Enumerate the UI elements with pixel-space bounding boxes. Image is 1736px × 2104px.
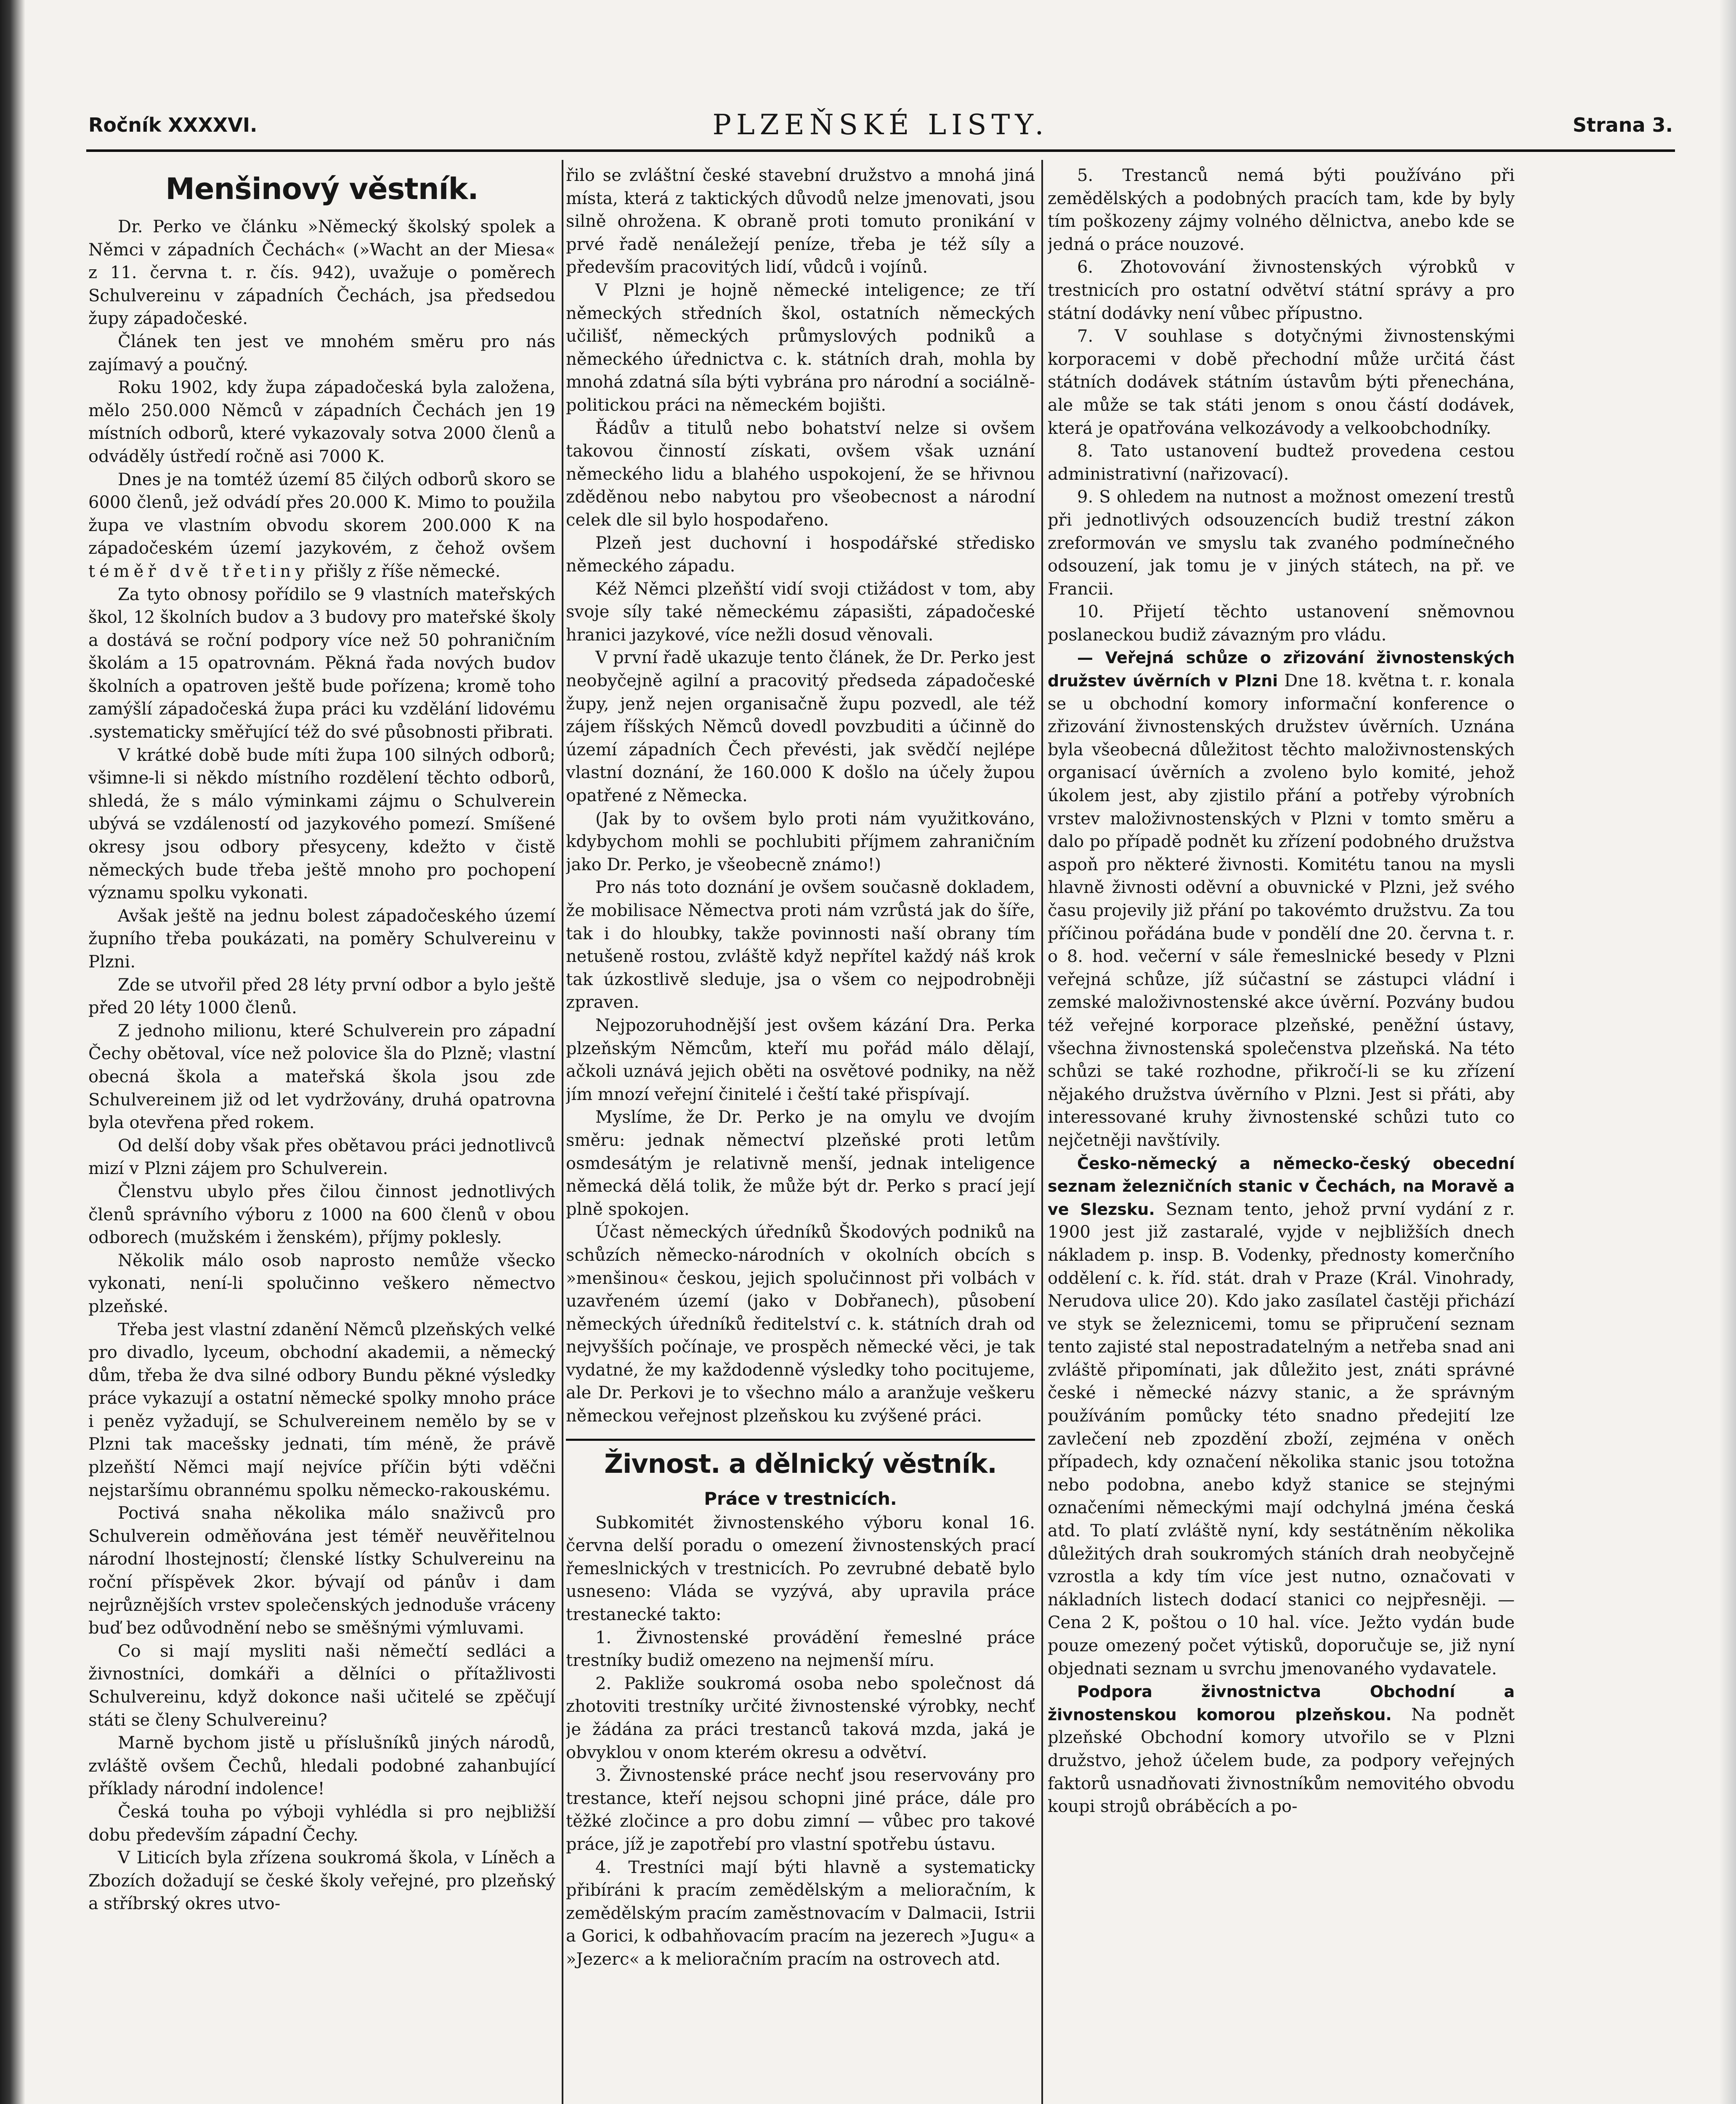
column-1 — [88, 164, 555, 2104]
page-edge-light — [1719, 0, 1736, 2104]
news-text: Na podnět plzeňské Obchodní komory utvořilo se v Plzni družstvo, jehož účelem bude, za podpory veřejných faktorů usnadňovati živnostníkům nemovitého obvodu koupi strojů obráběcích a po- — [1048, 1705, 1515, 1817]
article-paragraph: Poctivá snaha několika málo snaživců pro Schulverein odměňována jest téměř neuvěřitelnou národní lhostejností; členské lístky Schulvereinu na roční příspěvek 2kor. bývají od pánův i dam nejrůznějších vrstev společenských jednoduše vráceny buď bez odůvodnění nebo se směšnými výmluvami. — [88, 1504, 555, 1638]
article-paragraph: 10. Přijetí těchto ustanovení sněmovnou poslaneckou budiž závazným pro vládu. — [1048, 602, 1515, 645]
article-paragraph: 5. Trestanců nemá býti používáno při zemědělských a podobných pracích tam, kde by byly tím poškozeny zájmy volného dělnictva, anebo kde se jedná o práce nouzové. — [1048, 166, 1515, 254]
article-paragraph: 1. Živnostenské provádění řemeslné práce trestníky budiž omezeno na nejmenší míru. — [566, 1628, 1035, 1671]
article-paragraph: Myslíme, že Dr. Perko je na omylu ve dvojím směru: jednak němectví plzeňské proti letům osmdesátým je relativně menší, jednak inteligence německá dělá tolik, že může být dr. Perko s prací její plně spokojen. — [566, 1108, 1035, 1219]
minority-heading: Menšinový věstník. — [165, 172, 478, 206]
article-paragraph: Za tyto obnosy pořídilo se 9 vlastních mateřských škol, 12 školních budov a 3 budovy pro mateřské školy a dostává se roční podpory více než 50 pohraničním školám a 15 opatrovnám. Pěkná řada nových budov školních a opatroven ještě bude pořízena; kromě toho zamýšlí západočeská župa práci ku vzdělání lidovému .systematicky směřující též do své působnosti přibrati. — [88, 584, 555, 742]
volume-label: Ročník XXXXVI. — [88, 114, 257, 136]
article-paragraph: Subkomitét živnostenského výboru konal 16. června delší poradu o omezení živnostenských prací řemeslnických v trestnicích. Po zevrubné debatě bylo usneseno: Vláda se vyzývá, aby upravila práce trestanecké takto: — [566, 1513, 1035, 1625]
article-paragraph: 4. Trestníci mají býti hlavně a systematicky přibíráni k pracím zemědělským a melioračním, k zemědělským pracím zaměstnovacím v Dalmacii, Istrii a Gorici, k odbahňovacím pracím na jezerech »Jugu« a »Jezerc« a k melioračním pracím na ostrovech atd. — [566, 1857, 1035, 1969]
news-text: Dne 18. května t. r. konala se u obchodní komory informační konference o zřizování živnostenských družstev úvěrních. Uznána byla všeobecná důležitost těchto maloživnostenských organisací úvěrních a zvoleno bylo komité, jehož úkolem jest, aby zjistilo přání a potřeby výrobních vrstev maloživnostenských v Plzni v tomto směru a dalo po případě podnět ku zřízení podobného družstva aspoň pro některé živnosti. Komitétu tanou na mysli hlavně živnosti oděvní a obuvnické v Plzni, jež svého času projevily již přání po takovémto družstvu. Za tou příčinou pořádána bude v pondělí dne 20. června t. r. o 8. hod. večerní v sále řemeslnické besedy v Plzni veřejná schůze, jíž súčastní se zástupci vládní i zemské maloživnostenské akce úvěrní. Pozvány budou též veřejné korporace plzeňské, peněžní ústavy, všechna živnostenská společenstva plzeňská. Na této schůzi se také rozhodne, přikročí-li se ku zřízení nějakého družstva úvěrního v Plzni. Jest si přáti, aby interessované kruhy živnostenské schůzi tuto co nejčetněji navštívily. — [1048, 671, 1515, 1150]
article-paragraph: Nejpozoruhodnější jest ovšem kázání Dra. Perka plzeňským Němcům, kteří mu pořád málo dělají, ačkoli uznává jejich oběti na osvětové podniky, na něž jím mnozí veřejní činitelé i čeští také přispívají. — [566, 1015, 1035, 1104]
newspaper-title: PLZEŇSKÉ LISTY. — [712, 109, 1049, 141]
article-paragraph: V Plzni je hojně německé inteligence; ze tří německých středních škol, ostatních německých učilišť, německých průmyslových podniků a německého úřednictva c. k. státních drah, mohla by mnohá zdatná síla býti vybrána pro národní a sociálně-politickou práci na německém bojišti. — [566, 280, 1035, 415]
news-lead: Podpora živnostnictva Obchodní a živnostenskou komorou plzeňskou. — [1048, 1682, 1515, 1724]
news-text: Seznam tento, jehož první vydání z r. 1900 jest již zastaralé, vyjde v nejbližších dnech nákladem p. insp. B. Vodenky, přednosty komerčního oddělení c. k. říd. stát. drah v Praze (Král. Vinohrady, Nerudova ulice 20). Kdo jako zasílatel častěji přichází ve styk se železnicemi, tomu se připručení seznam tento zajisté stal nepostradatelným a netřeba snad ani zvláště připomínati, jak důležito jest, znáti správné české i německé názvy stanic, a že správným používáním pomůcky této snadno předejití lze zavlečení neb zpozdění zboží, zejména v oněch případech, kdy označení několika stanic jsou totožna nebo podobna, anebo když stanice se stejnými označeními německými mají odchylná jména česká atd. To platí zvláště nyní, kdy sestátněním několika důležitých drah soukromých stáních drah neobyčejně vzrostla a kdy tím více jest nutno, označovati v nákladních listech dodací stanici co nejpřesněji. — Cena 2 K, poštou o 10 hal. více. Ježto vydán bude pouze omezený počet výtisků, doporučuje se, již nyní objednati seznam u svrchu jmenovaného vydavatele. — [1048, 1199, 1515, 1679]
article-paragraph: Roku 1902, kdy župa západočeská byla založena, mělo 250.000 Němců v západních Čechách jen 19 místních odborů, které vykazovaly sotva 2000 členů a odváděly ústředí ročně asi 7000 K. — [88, 378, 555, 466]
page-header — [88, 105, 1673, 143]
article-paragraph: Členstvu ubylo přes čilou činnost jednotlivých členů správního výboru z 1000 na 600 členů v obou odborech (mužském i ženském), příjmy poklesly. — [88, 1182, 555, 1248]
trade-heading: Živnost. a dělnický věstník. — [604, 1448, 997, 1479]
article-paragraph: V Liticích byla zřízena soukromá škola, v Líněch a Zbozích dožadují se české školy veřejné, pro plzeňský a stříbrský okres utvo- — [88, 1848, 555, 1914]
news-item — [1048, 1152, 1515, 1681]
article-paragraph: 7. V souhlase s dotyčnými živnostenskými korporacemi v době přechodní může určitá část státních dodávek státním ústavům býti přenechána, ale může se tak státi jenom s onou částí dodávek, která je opatřována velkozávody a velkoobchodníky. — [1048, 327, 1515, 438]
header-rule — [86, 149, 1675, 152]
trade-subheading: Práce v trestnicích. — [704, 1488, 897, 1509]
article-paragraph: Řádův a titulů nebo bohatství nelze si ovšem takovou činností získati, ovšem však uznání německého lidu a blahého uspokojení, že se hřivnou zděděnou nebo nabytou pro všeobecnost a národní celek dle sil bylo hospodařeno. — [566, 418, 1035, 530]
article-paragraph: 8. Tato ustanovení budtež provedena cestou administrativní (nařizovací). — [1048, 441, 1515, 484]
article-paragraph: Plzeň jest duchovní i hospodářské středisko německého západu. — [566, 533, 1035, 576]
column-2 — [566, 164, 1035, 2104]
article-paragraph: Účast německých úředníků Škodových podniků na schůzích německo-národních v okolních obcích s »menšinou« českou, jejich spolučinnost při volbách v uzavřeném území (jako v Dobřanech), působení německých úředníků ředitelství c. k. státních drah od nejvyšších počínaje, ve prospěch německé věci, je tak vydatné, že my každodenně výsledky toho pocitujeme, ale Dr. Perkovi je to všechno málo a aranžuje veškeru německou veřejnost plzeňskou ku zvýšené práci. — [566, 1222, 1035, 1426]
article-paragraph: Článek ten jest ve mnohém směru pro nás zajímavý a poučný. — [88, 332, 555, 375]
article-paragraph: 6. Zhotovování živnostenských výrobků v trestnicích pro ostatní odvětví státní správy a pro státní dodávky není vůbec přípustno. — [1048, 258, 1515, 323]
column-divider — [1041, 160, 1043, 2104]
news-lead: Česko-německý a německo-český obecední seznam železničních stanic v Čechách, na Moravě a ve Slezsku. — [1048, 1154, 1515, 1219]
column-divider — [562, 160, 563, 2104]
page-number: Strana 3. — [1572, 114, 1673, 136]
article-text: přišly z říše německé. — [314, 561, 501, 581]
news-lead: — Veřejná schůze o zřizování živnostenských družstev úvěrních v Plzni — [1048, 648, 1515, 691]
article-paragraph: Avšak ještě na jednu bolest západočeského území župního třeba poukázati, na poměry Schulvereinu v Plzni. — [88, 906, 555, 972]
article-paragraph: Třeba jest vlastní zdanění Němců plzeňských velké pro divadlo, lyceum, obchodní akademii, a německý dům, třeba že dva silné odbory Bundu pěkné výsledky práce vykazují a ostatní německé spolky mnoho práce i peněz vyžadují, se Schulvereinem nemělo by se v Plzni tak macešsky jednati, tím méně, že právě plzeňští Němci mají nejvíce příčin býti vděčni nejstaršímu obrannému spolku německo-rakouskému. — [88, 1320, 555, 1500]
news-item — [1048, 646, 1515, 1152]
article-paragraph: Marně bychom jistě u příslušníků jiných národů, zvláště ovšem Čechů, hledali podobné zahanbující příklady národní indolence! — [88, 1733, 555, 1799]
article-paragraph: Zde se utvořil před 28 léty první odbor a bylo ještě před 20 léty 1000 členů. — [88, 975, 555, 1018]
article-paragraph: Od delší doby však přes obětavou práci jednotlivců mizí v Plzni zájem pro Schulverein. — [88, 1136, 555, 1179]
article-paragraph: V první řadě ukazuje tento článek, že Dr. Perko jest neobyčejně agilní a pracovitý předseda západočeské župy, jenž nejen organisačně župu pozvedl, ale též zájem říšských Němců dovedl povzbuditi a účinně do území západních Čech převésti, jak svědčí nejlépe vlastní doznání, že 160.000 K došlo na účely župou opatřené z Německa. — [566, 648, 1035, 806]
article-paragraph: Co si mají mysliti naši němečtí sedláci a živnostníci, domkáři a dělníci o přítažlivosti Schulvereinu, když dokonce naši učitelé se zpěčují státi se členy Schulvereinu? — [88, 1641, 555, 1730]
article-paragraph: V krátké době bude míti župa 100 silných odborů; všimne-li si někdo místního rozdělení těchto odborů, shledá, že s málo výminkami zájmu o Schulverein ubývá se vzdáleností od jazykového pomezí. Smíšené okresy jsou odbory přesyceny, kdežto v čistě německých bude třeba ještě mnoho pro pochopení významu spolku vykonati. — [88, 745, 555, 903]
article-paragraph: řilo se zvláštní české stavební družstvo a mnohá jiná místa, která z taktických důvodů nelze jmenovati, jsou silně ohrožena. K obraně proti tomuto pronikání v prvé řadě nenáležejí peníze, třeba je též síly a především pracovitých lidí, vůdců i vojínů. — [566, 166, 1035, 277]
page-edge-shadow — [0, 0, 25, 2104]
article-paragraph: (Jak by to ovšem bylo proti nám využitkováno, kdybychom mohli se pochlubiti příjmem zahraničním jako Dr. Perko, je všeobecně známo!) — [566, 809, 1035, 874]
article-paragraph: Pro nás toto doznání je ovšem současně dokladem, že mobilisace Němectva proti nám vzrůstá jak do šíře, tak i do hloubky, takže povinnosti naší obrany tím netušeně rostou, zvláště když nepřítel každý náš krok tak úzkostlivě sleduje, jsa o všem co nejpodrobněji zpraven. — [566, 878, 1035, 1012]
article-paragraph: 9. S ohledem na nutnost a možnost omezení trestů při jednotlivých odsouzencích budiž trestní zákon zreformován ve smyslu tak zvaného podmínečného odsouzení, jak tomu je v jiných státech, na př. ve Francii. — [1048, 487, 1515, 599]
section-divider — [566, 1439, 1035, 1441]
article-paragraph: Dr. Perko ve článku »Německý školský spolek a Němci v západních Čechách« (»Wacht an der Miesa« z 11. června t. r. čís. 942), uvažuje o poměrech Schulvereinu v západních Čechách, jsa předsedou župy západočeské. — [88, 217, 555, 329]
article-paragraph: 3. Živnostenské práce nechť jsou reservovány pro trestance, kteří nejsou schopni jiné práce, dále pro těžké zločince a pro dobu zimní — vůbec pro takové práce, jíž je zapotřebí pro vlastní spotřebu ústavu. — [566, 1766, 1035, 1854]
article-paragraph: 2. Pakliže soukromá osoba nebo společnost dá zhotoviti trestníky určité živnostenské výrobky, nechť je žádána za práci trestanců taková mzda, jaká je obvyklou v onom kterém okresu a odvětví. — [566, 1674, 1035, 1762]
article-paragraph: Kéž Němci plzeňští vidí svoji ctižádost v tom, aby svoje síly také německému zápasišti, západočeské hranici jazykové, více nežli dosud věnovali. — [566, 579, 1035, 645]
article-paragraph: Z jednoho milionu, které Schulverein pro západní Čechy obětoval, více než polovice šla do Plzně; vlastní obecná škola a mateřská škola jsou zde Schulvereinem již od let vydržovány, druhá opatrovna byla otevřena před rokem. — [88, 1021, 555, 1133]
article-paragraph: Česká touha po výboji vyhlédla si pro nejbližší dobu především západní Čechy. — [88, 1802, 555, 1845]
emphasized-text: téměř dvě třetiny — [88, 561, 309, 581]
column-3 — [1048, 164, 1515, 2104]
article-paragraph — [88, 468, 555, 583]
article-paragraph: Několik málo osob naprosto nemůže všecko vykonati, není-li spolučinno veškero němectvo plzeňské. — [88, 1251, 555, 1316]
news-item — [1048, 1680, 1515, 1818]
article-text: Dnes je na tomtéž území 85 čilých odborů skoro se 6000 členů, jež odvádí přes 20.000 K. Mimo to použila župa ve vlastním obvodu skorem 200.000 K na západočeském území jazykovém, z čehož ovšem — [88, 470, 555, 558]
